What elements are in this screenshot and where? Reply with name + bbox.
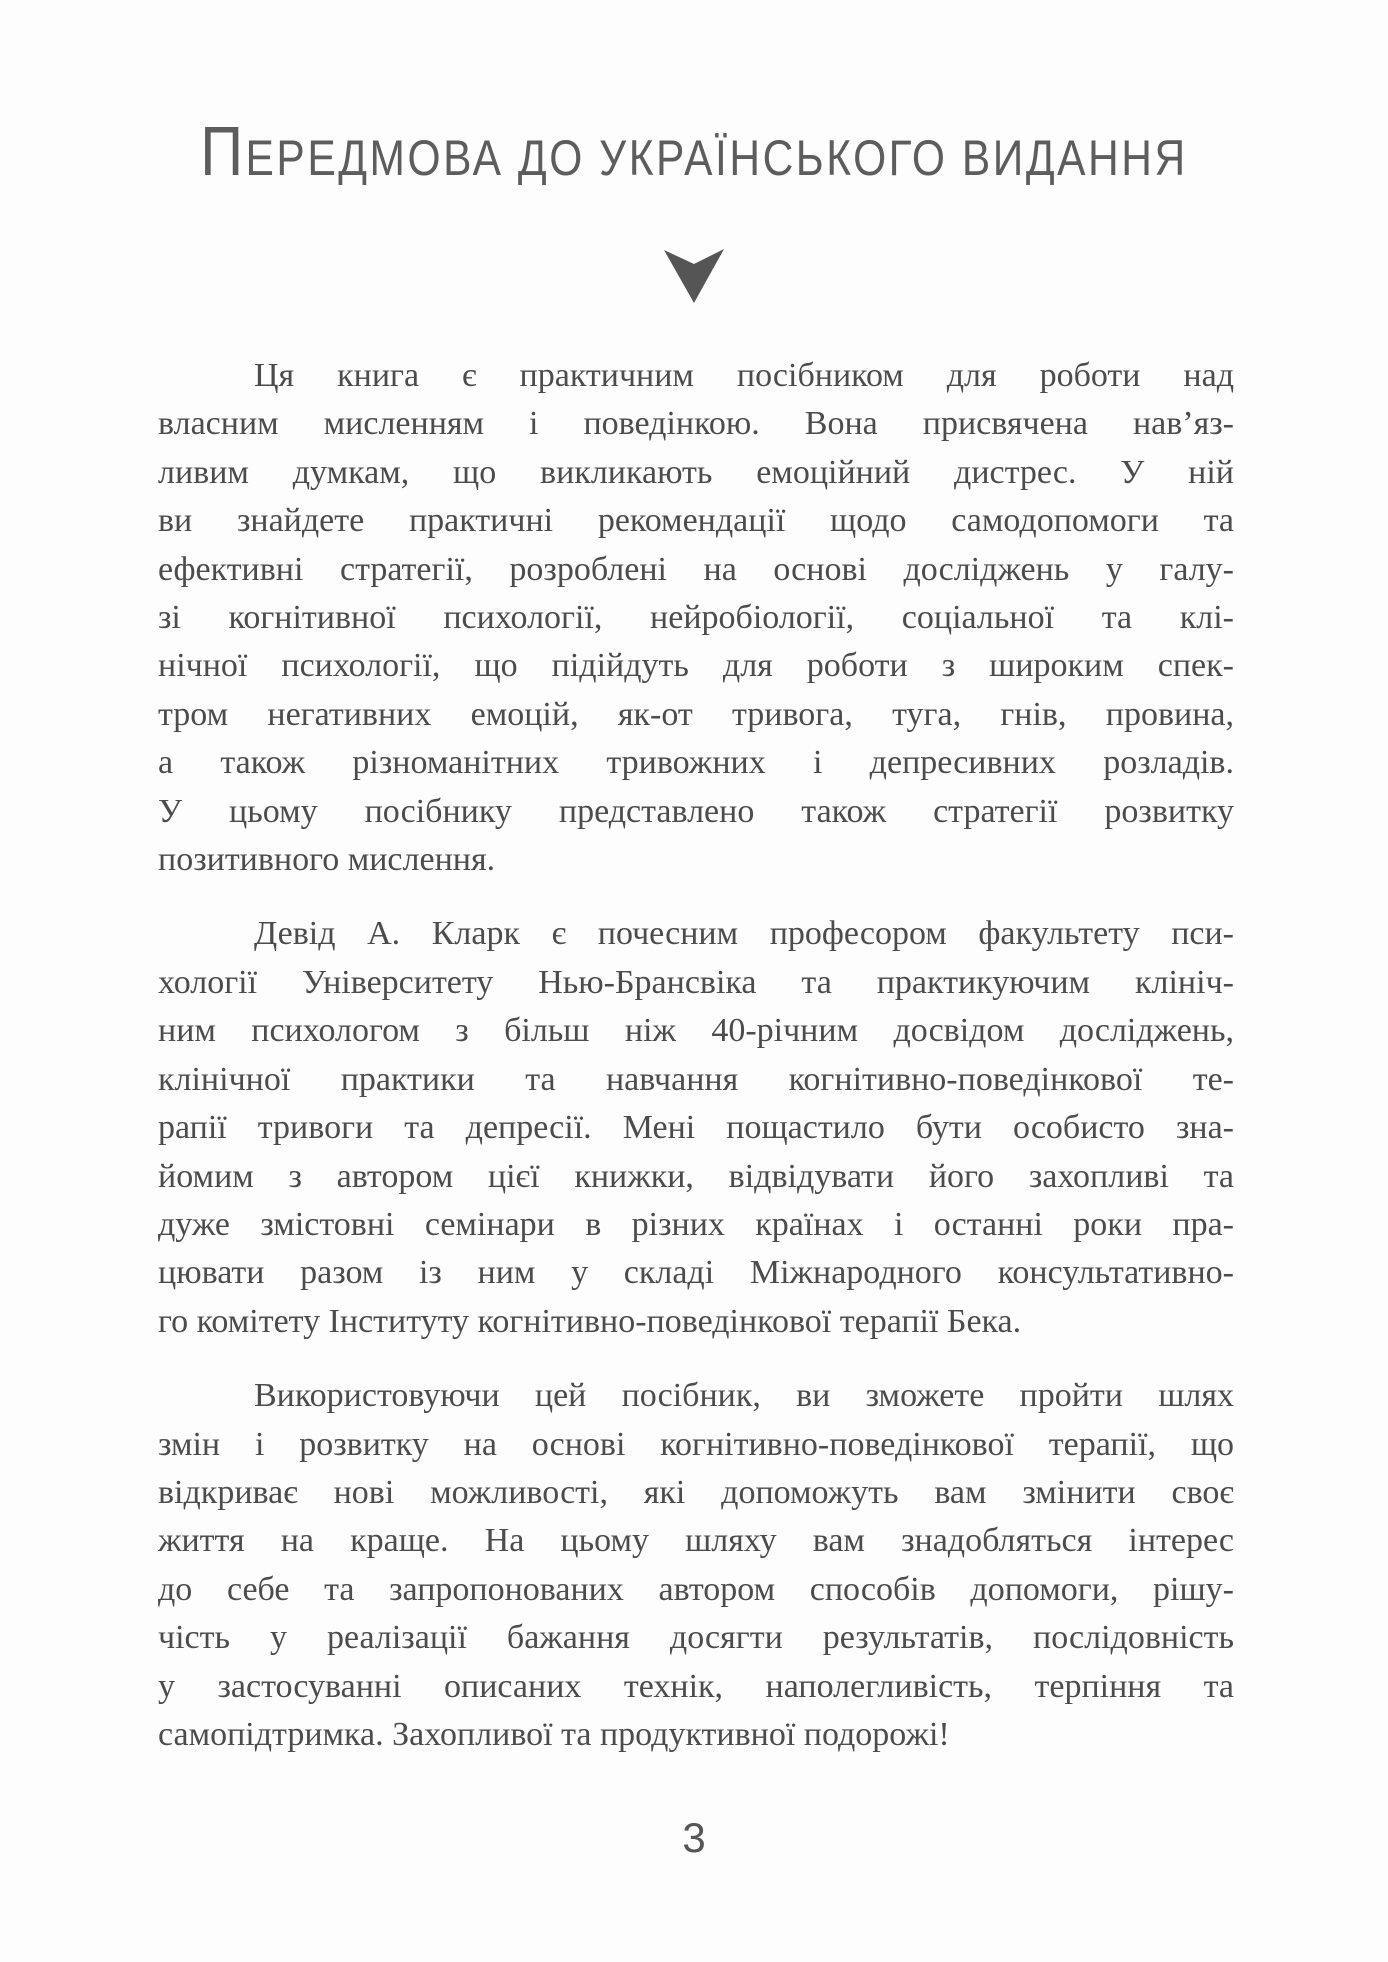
preface-body <box>158 352 1234 1759</box>
text-line: позитивного мислення. <box>158 841 496 879</box>
paragraph-1 <box>158 352 1234 884</box>
text-line: рапії тривоги та депресії. Мені пощастило бути особисто зна- <box>158 1109 1234 1147</box>
text-line: чість у реалізації бажання досягти результатів, послідовність <box>158 1619 1234 1657</box>
text-line: у застосуванні описаних технік, наполегливість, терпіння та <box>158 1667 1234 1705</box>
text-line: Використовуючи цей посібник, ви зможете пройти шлях <box>254 1377 1234 1415</box>
text-line: тром негативних емоцій, як-от тривога, туга, гнів, провина, <box>158 695 1234 733</box>
text-line: змін і розвитку на основі когнітивно-поведінкової терапії, що <box>158 1425 1234 1463</box>
text-line: ефективні стратегії, розроблені на основі досліджень у галу- <box>158 550 1234 588</box>
paragraph-3 <box>158 1372 1234 1759</box>
text-line: Девід А. Кларк є почесним професором факультету пси- <box>254 915 1234 953</box>
text-line: дуже змістовні семінари в різних країнах і останні роки пра- <box>158 1205 1234 1243</box>
text-line: нічної психології, що підійдуть для роботи з широким спек- <box>158 647 1234 685</box>
text-line: цювати разом із ним у складі Міжнародного консультативно- <box>158 1254 1234 1292</box>
text-line: відкриває нові можливості, які допоможуть вам змінити своє <box>158 1473 1234 1511</box>
text-line: ним психологом з більш ніж 40-річним досвідом досліджень, <box>158 1012 1234 1050</box>
paragraph-2 <box>158 910 1234 1346</box>
text-line: ви знайдете практичні рекомендації щодо самодопомоги та <box>158 502 1234 540</box>
down-arrowhead-icon <box>663 249 725 303</box>
text-line: життя на краще. На цьому шляху вам знадобляться інтерес <box>158 1522 1234 1560</box>
text-line: го комітету Інституту когнітивно-поведінкової терапії Бека. <box>158 1302 1022 1340</box>
text-line: власним мисленням і поведінкою. Вона присвячена нав’яз- <box>158 405 1234 443</box>
text-line: хології Університету Нью-Брансвіка та практикуючим клініч- <box>158 963 1234 1001</box>
text-line: йомим з автором цієї книжки, відвідувати його захопливі та <box>158 1157 1234 1195</box>
text-line: ливим думкам, що викликають емоційний дистрес. У ній <box>158 453 1234 491</box>
page-title <box>104 112 1284 190</box>
text-line: Ця книга є практичним посібником для роботи над <box>254 357 1234 394</box>
page-title-initial: П <box>200 112 246 190</box>
page-title-rest: ЕРЕДМОВА ДО УКРАЇНСЬКОГО ВИДАННЯ <box>245 130 1188 186</box>
page-number: 3 <box>682 1814 706 1861</box>
text-line: а також різноманітних тривожних і депресивних розладів. <box>158 744 1234 782</box>
text-line: самопідтримка. Захопливої та продуктивної подорожі! <box>158 1715 950 1753</box>
text-line: до себе та запропонованих автором способів допомоги, рішу- <box>158 1570 1234 1608</box>
text-line: У цьому посібнику представлено також стратегії розвитку <box>158 792 1234 830</box>
text-line: зі когнітивної психології, нейробіології, соціальної та клі- <box>158 599 1234 637</box>
text-line: клінічної практики та навчання когнітивно-поведінкової те- <box>158 1060 1234 1098</box>
